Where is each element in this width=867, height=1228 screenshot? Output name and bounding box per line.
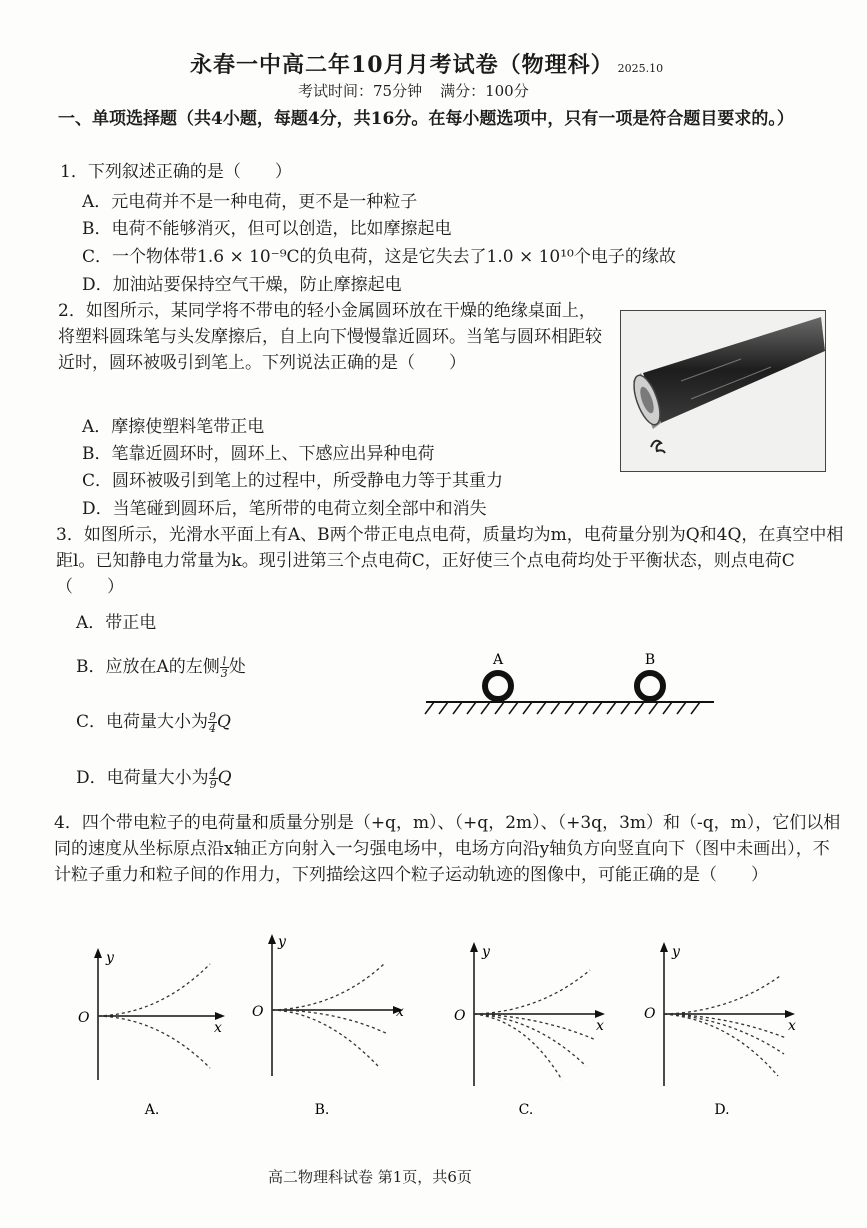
hatch-line xyxy=(453,702,462,714)
hatch-line xyxy=(649,702,658,714)
graph-c-label: C. xyxy=(518,1102,534,1118)
charge-b xyxy=(637,673,663,699)
graph-b xyxy=(246,926,416,1120)
svg-text:y: y xyxy=(482,944,490,960)
q1-option-b: B．电荷不能够消灭，但可以创造，比如摩擦起电 xyxy=(82,219,452,239)
q3-stem: 3．如图所示，光滑水平面上有A、B两个带正电点电荷，质量均为m，电荷量分别为Q和4Q，在真空中相距l。已知静电力常量为k。现引进第三个点电荷C，正好使三个点电荷均处于平衡状态，则点电荷C（ ） xyxy=(56,525,844,597)
graph-d-label: D. xyxy=(714,1102,730,1118)
trajectory-down-2 xyxy=(272,1010,378,1066)
q2-option-a: A．摩擦使塑料笔带正电 xyxy=(82,417,265,437)
q1-stem: 1．下列叙述正确的是（ ） xyxy=(60,162,292,182)
graph-a-label: A. xyxy=(144,1102,160,1118)
q3-option-d: D．电荷量大小为 $\frac{4}{9}$ Q xyxy=(76,766,232,791)
hatch-line xyxy=(495,702,504,714)
svg-text:x: x xyxy=(788,1018,796,1034)
svg-text:O: O xyxy=(252,1004,264,1020)
trajectory-up xyxy=(664,976,780,1014)
q2-stem: 2．如图所示，某同学将不带电的轻小金属圆环放在干燥的绝缘桌面上，将塑料圆珠笔与头发摩擦后，自上向下慢慢靠近圆环。当笔与圆环相距较近时，圆环被吸引到笔上。下列说法正确的是（ ） xyxy=(58,301,602,373)
hatch-line xyxy=(467,702,476,714)
svg-text:x: x xyxy=(596,1018,604,1034)
hatch-line xyxy=(425,702,434,714)
trajectory-up xyxy=(98,964,210,1016)
svg-text:y: y xyxy=(672,944,680,960)
hatch-line xyxy=(635,702,644,714)
q2-option-b: B．笔靠近圆环时，圆环上、下感应出异种电荷 xyxy=(82,444,435,464)
exam-time: 考试时间：75分钟 xyxy=(298,82,423,100)
charge-a xyxy=(485,673,511,699)
exam-date: 2025.10 xyxy=(617,62,664,75)
charge-a-label: A xyxy=(492,652,504,668)
hatch-line xyxy=(509,702,518,714)
hatch-line xyxy=(537,702,546,714)
trajectory-down-3 xyxy=(664,1014,778,1076)
graph-b-label: B. xyxy=(314,1102,330,1118)
section-heading: 一、单项选择题（共4小题，每题4分，共16分。在每小题选项中，只有一项是符合题目要求的。） xyxy=(58,109,794,129)
q3-option-a: A．带正电 xyxy=(76,613,157,633)
charge-b-label: B xyxy=(644,652,656,668)
hatch-line xyxy=(481,702,490,714)
hatch-line xyxy=(663,702,672,714)
hatch-line xyxy=(621,702,630,714)
svg-text:O: O xyxy=(454,1008,466,1024)
ground-hatching xyxy=(425,702,700,714)
exam-title xyxy=(190,48,663,79)
exam-info xyxy=(298,80,529,101)
exam-title-text: 永春一中高二年10月月考试卷（物理科） xyxy=(190,52,614,78)
trajectory-down-3 xyxy=(474,1014,562,1080)
svg-text:y: y xyxy=(278,934,286,950)
trajectory-up xyxy=(474,970,590,1014)
graph-a xyxy=(70,940,230,1120)
q4-stem: 4．四个带电粒子的电荷量和质量分别是（+q，m）、（+q，2m）、（+3q，3m）和（-q，m），它们以相同的速度从坐标原点沿x轴正方向射入一匀强电场中，电场方向沿y轴负方向竖直向下（图中未画出），不计粒子重力和粒子间的作用力，下列描绘这四个粒子运动轨迹的图像中，可能正确的是（ ） xyxy=(54,813,841,885)
q1-option-a: A．元电荷并不是一种电荷，更不是一种粒子 xyxy=(82,192,418,212)
q1-option-d: D．加油站要保持空气干燥，防止摩擦起电 xyxy=(82,275,402,295)
hatch-line xyxy=(523,702,532,714)
trajectory-down-1 xyxy=(272,1010,388,1034)
hatch-line xyxy=(607,702,616,714)
hatch-line xyxy=(565,702,574,714)
exam-score: 满分：100分 xyxy=(440,82,529,100)
hatch-line xyxy=(579,702,588,714)
hatch-line xyxy=(593,702,602,714)
q2-option-d: D．当笔碰到圆环后，笔所带的电荷立刻全部中和消失 xyxy=(82,499,487,519)
q3-option-b: B．应放在A的左侧 $\frac{l}{3}$ 处 xyxy=(76,655,246,680)
trajectory-down xyxy=(98,1016,210,1068)
svg-text:O: O xyxy=(78,1010,90,1026)
svg-text:O: O xyxy=(644,1006,656,1022)
pen-photo xyxy=(620,310,826,472)
hatch-line xyxy=(439,702,448,714)
hatch-line xyxy=(677,702,686,714)
page-footer: 高二物理科试卷 第1页，共6页 xyxy=(268,1168,472,1186)
charges-figure xyxy=(420,644,720,724)
svg-text:x: x xyxy=(396,1004,404,1020)
pen-illustration xyxy=(621,311,825,471)
svg-text:x: x xyxy=(214,1020,222,1036)
q2-option-c: C．圆环被吸引到笔上的过程中，所受静电力等于其重力 xyxy=(82,471,504,491)
graph-c xyxy=(450,936,620,1120)
svg-text:y: y xyxy=(106,950,114,966)
trajectory-up xyxy=(272,964,384,1010)
q3-option-c: C．电荷量大小为 $\frac{9}{4}$ Q xyxy=(76,710,231,735)
hatch-line xyxy=(691,702,700,714)
graph-d xyxy=(640,936,810,1120)
hatch-line xyxy=(551,702,560,714)
q1-option-c: C．一个物体带1.6 × 10⁻⁹C的负电荷，这是它失去了1.0 × 10¹⁰个电子的缘故 xyxy=(82,247,676,267)
